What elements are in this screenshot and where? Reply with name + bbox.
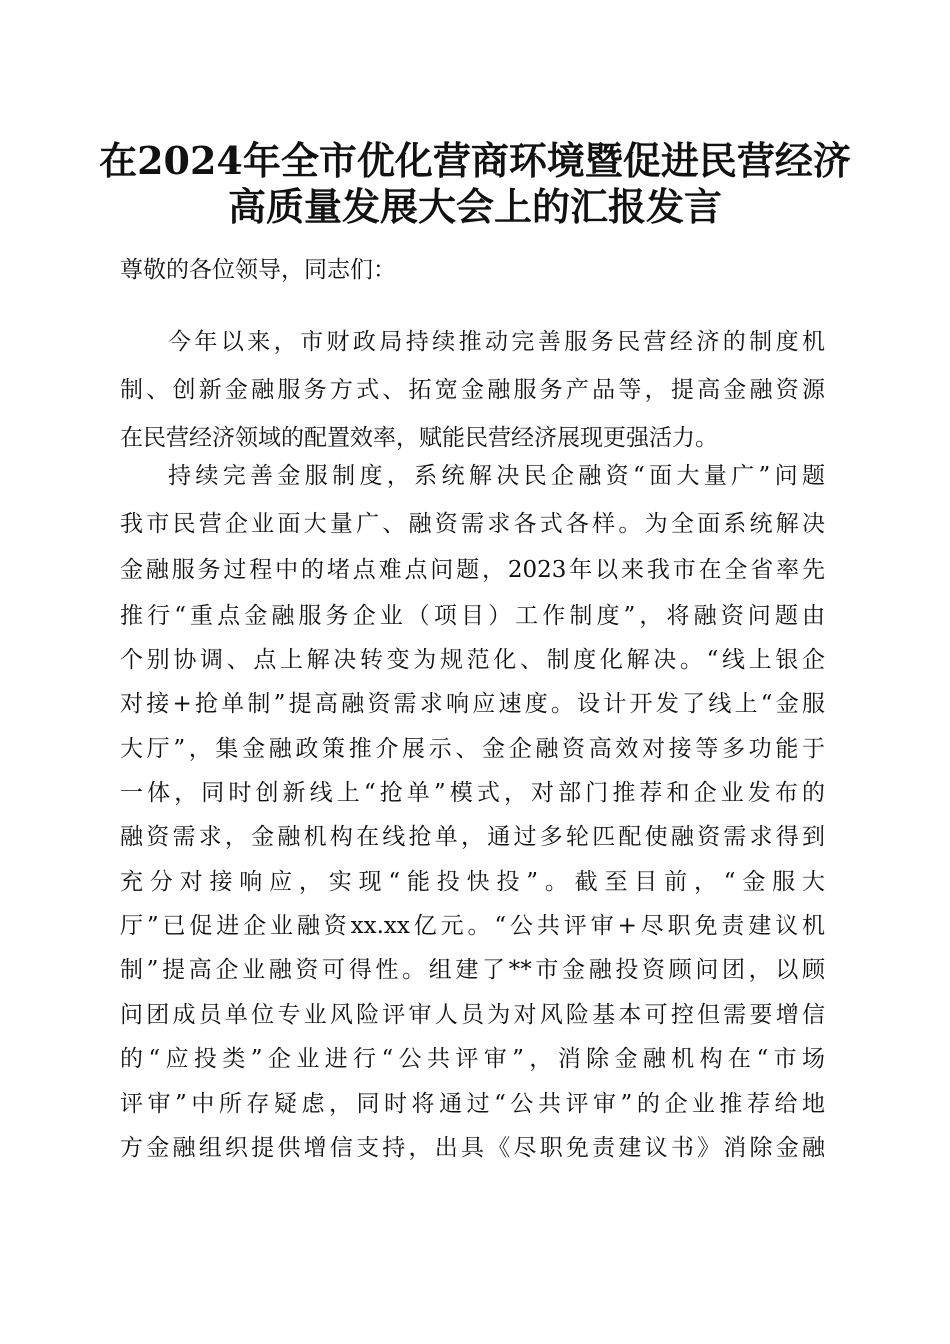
paragraph-line: 制”提高企业融资可得性。组建了**市金融投资顾问团，以顾 xyxy=(120,957,825,983)
paragraph-line: 大厅”，集金融政策推介展示、金企融资高效对接等多功能于 xyxy=(120,736,825,762)
paragraph-line: 金融服务过程中的堵点难点问题，2023年以来我市在全省率先 xyxy=(120,557,825,583)
paragraph-line: 在民营经济领域的配置效率，赋能民营经济展现更强活力。 xyxy=(120,425,718,451)
paragraph-line: 我市民营企业面大量广、融资需求各式各样。为全面系统解决 xyxy=(120,511,825,537)
paragraph-line: 融资需求，金融机构在线抢单，通过多轮匹配使融资需求得到 xyxy=(120,824,825,850)
paragraph-line: 推行“重点金融服务企业（项目）工作制度”，将融资问题由 xyxy=(120,603,825,629)
section-heading: 持续完善金服制度，系统解决民企融资“面大量广”问题 xyxy=(168,463,825,489)
document-title-line-2: 高质量发展大会上的汇报发言 xyxy=(227,184,722,229)
paragraph-line: 今年以来，市财政局持续推动完善服务民营经济的制度机 xyxy=(168,329,825,355)
paragraph-line: 充分对接响应，实现“能投快投”。截至目前，“金服大 xyxy=(120,869,825,895)
paragraph-line: 个别协调、点上解决转变为规范化、制度化解决。“线上银企 xyxy=(120,647,825,673)
paragraph-line: 制、创新金融服务方式、拓宽金融服务产品等，提高金融资源 xyxy=(120,377,825,403)
paragraph-line: 方金融组织提供增信支持，出具《尽职免责建议书》消除金融 xyxy=(120,1135,825,1161)
paragraph-line: 厅”已促进企业融资xx.xx亿元。“公共评审+尽职免责建议机 xyxy=(120,913,825,939)
paragraph-line: 一体，同时创新线上“抢单”模式，对部门推荐和企业发布的 xyxy=(120,780,825,806)
document-title-line-1: 在2024年全市优化营商环境暨促进民营经济 xyxy=(99,138,851,183)
paragraph-line: 评审”中所存疑虑，同时将通过“公共评审”的企业推荐给地 xyxy=(120,1091,825,1117)
salutation: 尊敬的各位领导，同志们： xyxy=(120,257,396,283)
paragraph-line: 对接+抢单制”提高融资需求响应速度。设计开发了线上“金服 xyxy=(120,691,825,717)
paragraph-line: 的“应投类”企业进行“公共评审”，消除金融机构在“市场 xyxy=(120,1046,825,1072)
paragraph-line: 问团成员单位专业风险评审人员为对风险基本可控但需要增信 xyxy=(120,1002,825,1028)
